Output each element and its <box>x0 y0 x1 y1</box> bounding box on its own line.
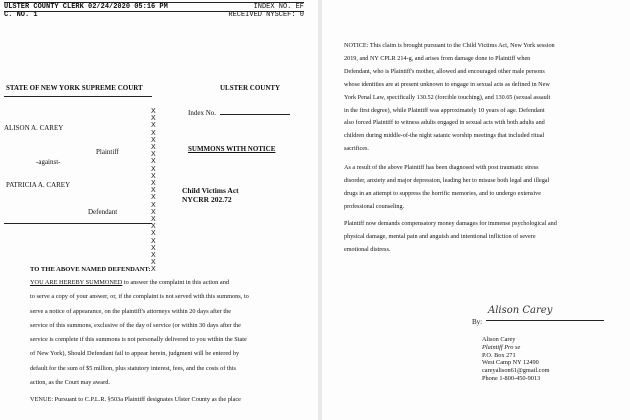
handwritten-signature: Alison Carey <box>488 305 553 316</box>
addressee: TO THE ABOVE NAMED DEFENDANT: <box>30 266 151 273</box>
index-number: INDEX NO. EF <box>253 3 304 11</box>
court-name: STATE OF NEW YORK SUPREME COURT <box>6 84 143 92</box>
signature-block: Alison Carey Plaintiff Pro se P.O. Box 271 West Camp NY 12490 careyalison61@gmail.com Phone 1-800-450-9013 <box>482 336 550 382</box>
header-rule-mid <box>4 11 304 12</box>
notice-paragraph-2: As a result of the above Plaintiff has been diagnosed with post traumatic stress disorder, anxiety and major depression, leading her to misuse both legal and illegal drugs in an attempt to suppress the horrific memories, and to undergo extensive professional counseling. <box>344 164 550 210</box>
notice-paragraph-1: NOTICE: This claim is brought pursuant to the Child Victims Act, New York session 2019, and NY CPLR 214-g, and arises from damage done to Plaintiff when Defendant, who is Plaintiff's mother, allowed and encouraged other male persons whose identities are at present unknown to engage in sexual acts as defined in New York Penal Law, specifically 130.52 (forcible touching), and 130.65 (sexual assault in the first degree), while Plaintiff was approximately 10 years of age. Defendant also forced Plaintiff to witness adults engaged in sexual acts with both adults and children during middle-of-the night satanic worship meetings that included ritual sacrifices. <box>344 42 555 153</box>
against-label: -against- <box>36 158 61 166</box>
header-rule-top <box>4 2 304 3</box>
caption-x-column: X X X X X X X X X X X X X X X X X X X X X X X <box>151 108 156 274</box>
summons-body: YOU ARE HEREBY SUMMONED to answer the complaint in this action and to serve a copy of your answer, or, if the complaint is not served with this summons, to serve a notice of appearance, on the plaintiff's attorneys within 20 days after the service of this summons, exclusive of the day of service (or within 30 days after the service is complete if this summons is not personally delivered to you within the State of New York), Should Defendant fail to appear herein, judgment will be entered by default for the sum of $5 million, plus statutory interest, fees, and the costs of this action, as the Court may award. VENUE: Pursuant to C.P.L.R. §503a Plaintiff designates Ulster County as the place <box>30 276 302 408</box>
received-stamp: RECEIVED NYSCEF: 0 <box>228 11 304 19</box>
plaintiff-role: Plaintiff <box>96 148 119 156</box>
act-line-2: NYCRR 202.72 <box>182 195 232 204</box>
index-label: Index No. <box>188 109 290 118</box>
doc-number: C. NO. 1 <box>4 11 38 19</box>
act-line-1: Child Victims Act <box>182 186 239 195</box>
document-title: SUMMONS WITH NOTICE <box>188 145 276 153</box>
county-name: ULSTER COUNTY <box>220 84 281 92</box>
notice-paragraph-3: Plaintiff now demands compensatory money damages for immense psychological and physical damage, mental pain and anguish and intentional infliction of severe emotional distress. <box>344 220 557 253</box>
signature-line <box>486 320 604 321</box>
phone-number: Phone 1-800-450-9013 <box>482 374 541 382</box>
caption-rule-bottom <box>4 223 152 224</box>
summons-lead: YOU ARE HEREBY SUMMONED <box>30 279 123 286</box>
signature-by-label: By: <box>472 318 483 326</box>
email-address: careyalison61@gmail.com <box>482 367 550 375</box>
venue-line: VENUE: Pursuant to C.P.L.R. §503a Plaintiff designates Ulster County as the place <box>30 396 241 404</box>
defendant-name: PATRICIA A. CAREY <box>6 181 71 189</box>
defendant-role: Defendant <box>88 208 118 216</box>
caption-rule-top <box>4 96 152 97</box>
notice-page <box>322 0 630 420</box>
clerk-stamp: ULSTER COUNTY CLERK 02/24/2020 05:16 PM <box>4 3 168 11</box>
plaintiff-name: ALISON A. CAREY <box>4 124 64 132</box>
